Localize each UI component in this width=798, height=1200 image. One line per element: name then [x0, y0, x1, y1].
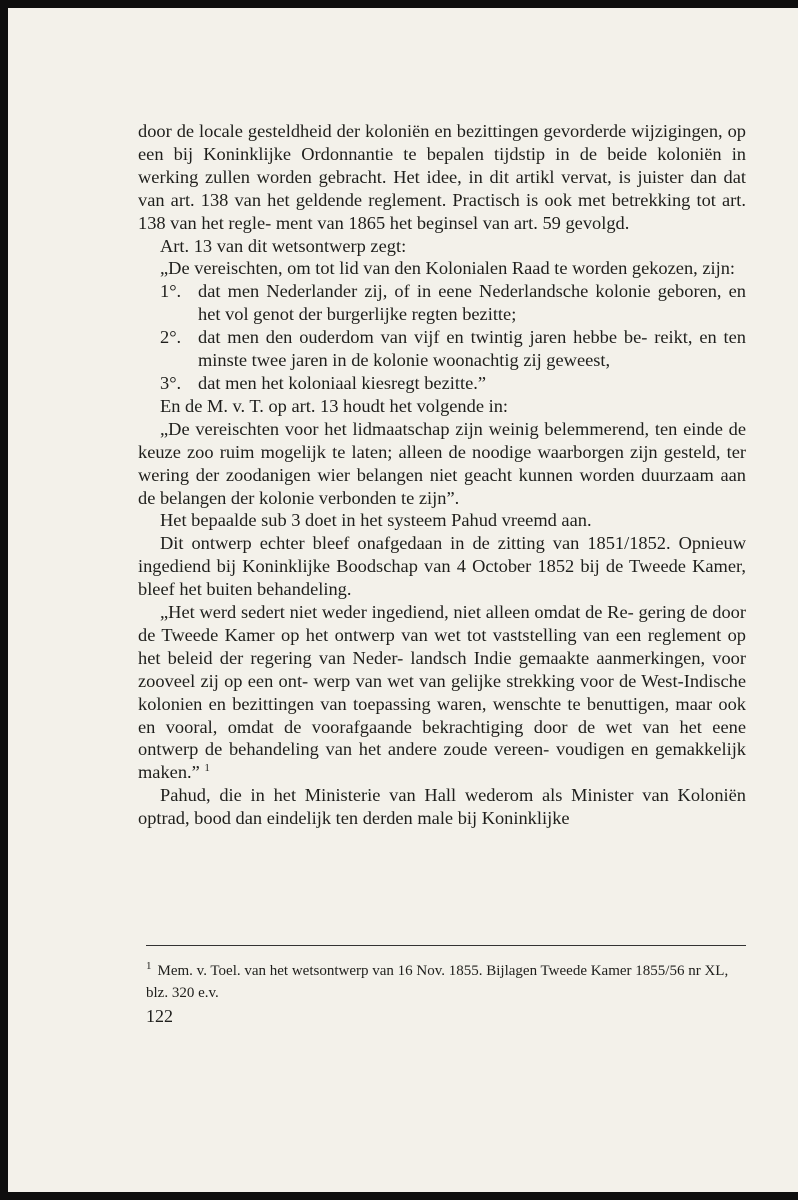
- list-text: dat men den ouderdom van vijf en twintig jaren hebbe be- reikt, en ten minste twee jaren in de kolonie woonachtig zij geweest,: [198, 327, 746, 371]
- paragraph: Het bepaalde sub 3 doet in het systeem Pahud vreemd aan.: [160, 510, 592, 531]
- list-item: [138, 326, 746, 372]
- list-number: 2°.: [160, 327, 182, 348]
- footnote-number: 1: [146, 960, 152, 972]
- footnote-text: Mem. v. Toel. van het wetsontwerp van 16 Nov. 1855. Bijlagen Tweede Kamer 1855/56 nr XL, blz. 320 e.v.: [146, 963, 729, 1001]
- paragraph: En de M. v. T. op art. 13 houdt het volgende in:: [160, 395, 509, 416]
- footnote: [146, 960, 746, 1004]
- paragraph: „De vereischten, om tot lid van den Kolonialen Raad te worden gekozen, zijn:: [160, 258, 736, 279]
- paragraph: „De vereischten voor het lidmaatschap zijn weinig belemmerend, ten einde de keuze zoo ruim mogelijk te laten; alleen de noodige waarborgen zijn gesteld, ter wering der zoodanigen wier belangen niet geacht kunnen worden duurzaam aan de belangen der kolonie verbonden te zijn”.: [138, 418, 746, 508]
- list-text: dat men het koloniaal kiesregt bezitte.”: [198, 372, 487, 393]
- footnote-divider: [146, 945, 746, 946]
- quote-paragraph: [138, 601, 746, 784]
- list-text: dat men Nederlander zij, of in eene Nederlandsche kolonie geboren, en het vol genot der burgerlijke regten bezitte;: [198, 281, 746, 325]
- paragraph: Art. 13 van dit wetsontwerp zegt:: [160, 235, 407, 256]
- book-page: [8, 8, 798, 1192]
- footnote-reference[interactable]: 1: [204, 762, 210, 775]
- page-number: 122: [146, 1006, 173, 1026]
- list-item: [138, 280, 746, 326]
- list-number: 3°.: [160, 372, 182, 393]
- body-text: [138, 120, 746, 830]
- paragraph: Dit ontwerp echter bleef onafgedaan in de zitting van 1851/1852. Opnieuw ingediend bij Koninklijke Boodschap van 4 October 1852 bij de Tweede Kamer, bleef het buiten behandeling.: [138, 533, 746, 600]
- paragraph: door de locale gesteldheid der koloniën en bezittingen gevorderde wijzigingen, op een bij Koninklijke Ordonnantie te bepalen tijdstip in de beide koloniën in werking zullen worden gebracht. Het idee, in dit artikl vervat, is juister dan dat van art. 138 van het geldende reglement. Practisch is ook met betrekking tot art. 138 van het regle- ment van 1865 het beginsel van art. 59 gevolgd.: [138, 121, 746, 233]
- quote-text: „Het werd sedert niet weder ingediend, niet alleen omdat de Re- gering de door de Tweede Kamer op het ontwerp van wet tot vaststelling van een reglement op het beleid der regering van Neder- landsch Indie gemaakte aanmerkingen, voor zooveel zij op een ont- werp van wet van gelijke strekking voor de West-Indische kolonien en bezittingen van toepassing waren, wenschte te benuttigen, maar ook en vooral, omdat de voorafgaande bekrachtiging door de wet van het eene ontwerp de behandeling van het andere zoude vereen- voudigen en gemakkelijk maken.”: [138, 602, 746, 783]
- list-item: [138, 372, 746, 395]
- list-number: 1°.: [160, 281, 182, 302]
- paragraph: Pahud, die in het Ministerie van Hall wederom als Minister van Koloniën optrad, bood dan eindelijk ten derden male bij Koninklijke: [138, 785, 746, 829]
